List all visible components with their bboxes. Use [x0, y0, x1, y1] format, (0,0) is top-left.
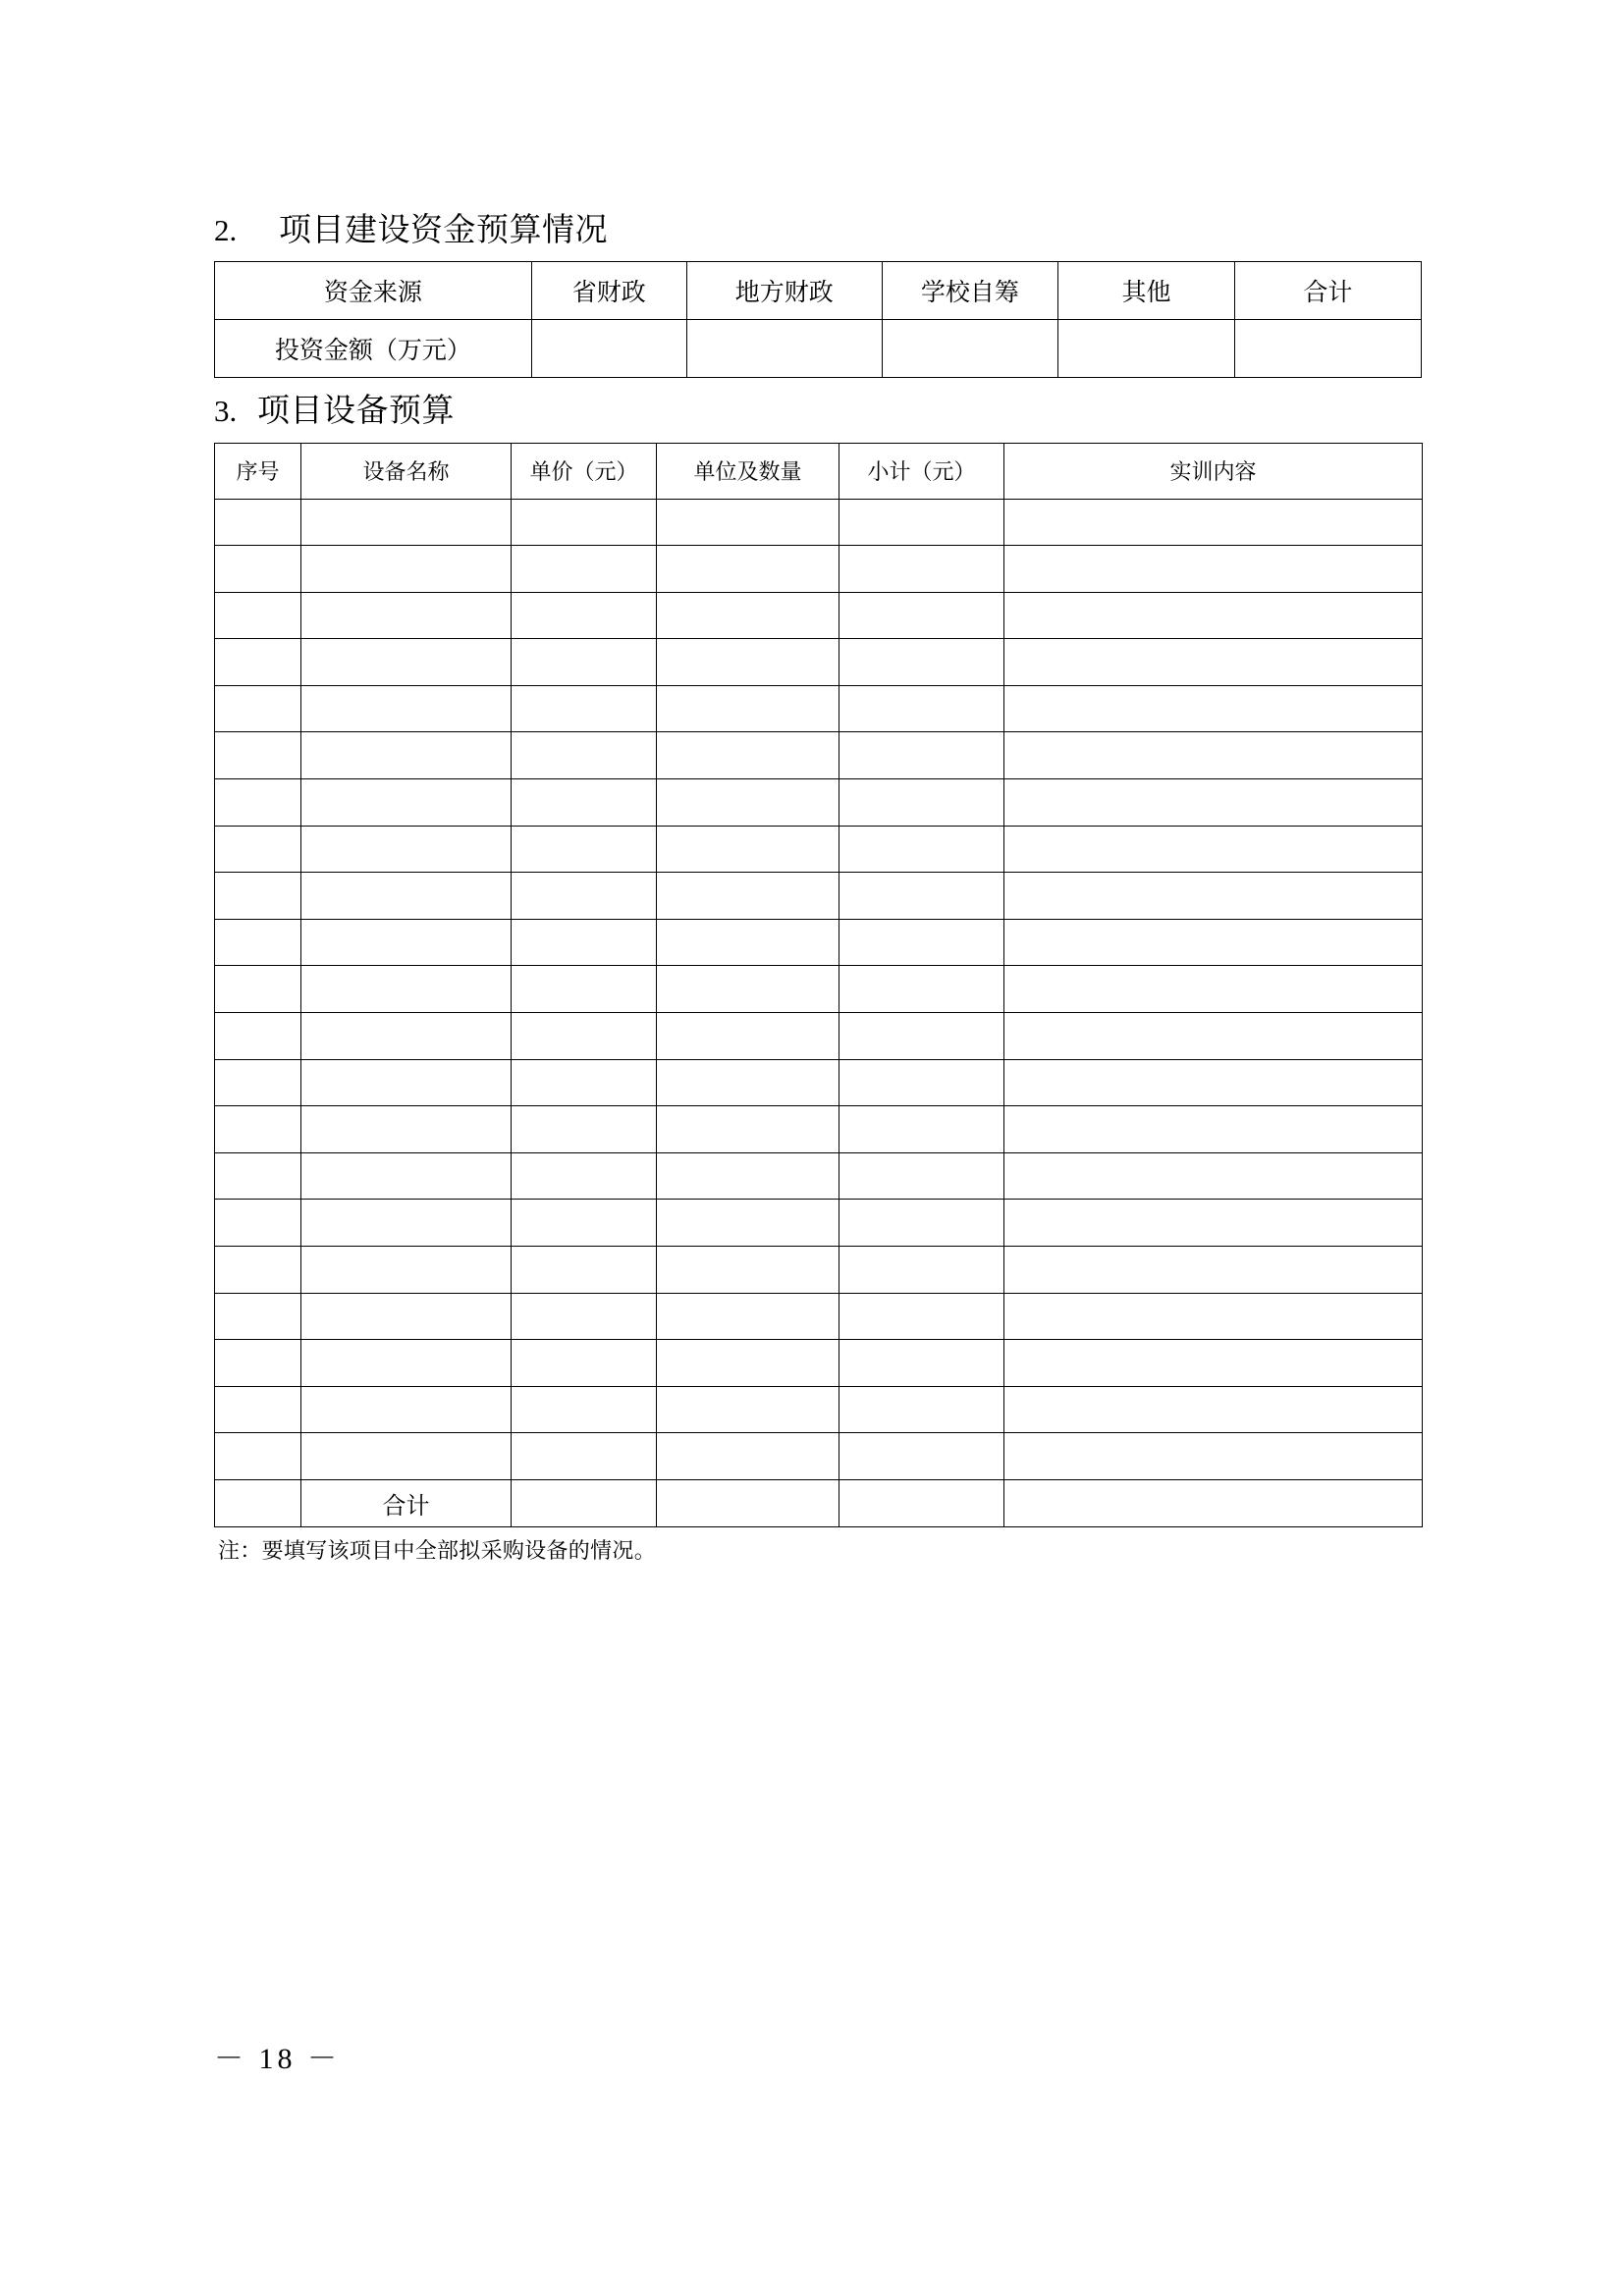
table-row: [215, 1200, 1423, 1247]
table-cell-input[interactable]: [839, 1433, 1004, 1480]
table-cell-input[interactable]: [839, 732, 1004, 779]
table-header-cell: 小计（元）: [839, 443, 1004, 499]
funding-budget-table: [214, 261, 1422, 378]
table-cell-input[interactable]: [657, 592, 839, 639]
table-cell-input[interactable]: [215, 1152, 301, 1200]
table-cell-input[interactable]: [657, 1340, 839, 1387]
table-header-cell: 单价（元）: [512, 443, 657, 499]
table-row: [215, 546, 1423, 593]
table-cell-input[interactable]: [1004, 1293, 1423, 1340]
table-cell-input[interactable]: [301, 966, 512, 1013]
table-cell-input[interactable]: [839, 1293, 1004, 1340]
table-row: [215, 873, 1423, 920]
table-header-cell: 地方财政: [686, 262, 882, 320]
table-row: [215, 732, 1423, 779]
table-cell-input[interactable]: [215, 779, 301, 827]
table-cell-input[interactable]: [839, 919, 1004, 966]
table-cell-input[interactable]: [215, 592, 301, 639]
table-cell-input[interactable]: [1004, 1059, 1423, 1106]
table-cell-input[interactable]: [657, 1386, 839, 1433]
table-cell-input[interactable]: [657, 546, 839, 593]
table-cell-input[interactable]: [215, 966, 301, 1013]
table-cell-input[interactable]: [1004, 1152, 1423, 1200]
table-cell-input[interactable]: [839, 779, 1004, 827]
table-cell-input[interactable]: [512, 1340, 657, 1387]
table-row: [215, 1152, 1423, 1200]
table-cell-input[interactable]: [512, 1152, 657, 1200]
table-cell-input[interactable]: [657, 779, 839, 827]
table-cell-input[interactable]: [686, 320, 882, 378]
table-cell-input[interactable]: [301, 1433, 512, 1480]
table-cell-input[interactable]: [839, 966, 1004, 1013]
table-cell-input[interactable]: [215, 1386, 301, 1433]
table-cell-input[interactable]: [301, 685, 512, 732]
table-cell-input[interactable]: [1004, 592, 1423, 639]
table-row: [215, 919, 1423, 966]
table-header-cell: 省财政: [531, 262, 686, 320]
table-cell-input[interactable]: [512, 592, 657, 639]
table-cell-input[interactable]: [657, 639, 839, 686]
table-cell-input[interactable]: [512, 826, 657, 873]
table-cell-input[interactable]: [531, 320, 686, 378]
table-cell-input[interactable]: [1004, 639, 1423, 686]
table-cell-input[interactable]: [512, 966, 657, 1013]
table-header-cell: 合计: [1234, 262, 1421, 320]
table-header-cell: 序号: [215, 443, 301, 499]
table-cell-input[interactable]: [839, 499, 1004, 546]
table-cell-input[interactable]: [657, 966, 839, 1013]
table-cell-input[interactable]: [512, 1433, 657, 1480]
table-cell-input[interactable]: [1004, 732, 1423, 779]
table-cell-input[interactable]: [301, 732, 512, 779]
table-cell-input[interactable]: [1004, 779, 1423, 827]
table-cell-input[interactable]: [512, 1013, 657, 1060]
table-cell-input[interactable]: [301, 639, 512, 686]
table-cell-input[interactable]: [215, 1247, 301, 1294]
table-header-cell: 学校自筹: [882, 262, 1058, 320]
table-cell-input[interactable]: [301, 779, 512, 827]
table-cell-input[interactable]: [215, 1479, 301, 1526]
table-cell-input[interactable]: [657, 826, 839, 873]
table-cell-input[interactable]: [215, 732, 301, 779]
table-cell-input[interactable]: [657, 873, 839, 920]
table-cell-input[interactable]: [839, 639, 1004, 686]
table-cell-input[interactable]: [1004, 826, 1423, 873]
table-cell-input[interactable]: [215, 1106, 301, 1153]
table-cell-input[interactable]: [215, 499, 301, 546]
table-header-cell: 其他: [1058, 262, 1235, 320]
section-title-funding: 项目建设资金预算情况: [279, 213, 608, 248]
table-cell-input[interactable]: [1004, 1433, 1423, 1480]
table-cell-input[interactable]: [215, 826, 301, 873]
table-cell-input[interactable]: [512, 1479, 657, 1526]
table-header-cell: 资金来源: [215, 262, 532, 320]
table-row: [215, 499, 1423, 546]
table-cell-input[interactable]: [512, 873, 657, 920]
table-cell-input[interactable]: [215, 1433, 301, 1480]
table-cell-input[interactable]: [1234, 320, 1421, 378]
table-row: [215, 779, 1423, 827]
table-cell-input[interactable]: [1004, 966, 1423, 1013]
table-cell-input[interactable]: [839, 685, 1004, 732]
table-cell-input[interactable]: [1004, 873, 1423, 920]
table-cell-input[interactable]: [301, 1013, 512, 1060]
section-number-equipment: 3.: [214, 394, 238, 429]
table-cell-input[interactable]: [1004, 1106, 1423, 1153]
table-cell-input[interactable]: [215, 1340, 301, 1387]
table-cell-input[interactable]: [301, 1200, 512, 1247]
table-cell-input[interactable]: [215, 546, 301, 593]
table-cell-input[interactable]: [512, 685, 657, 732]
section-number-funding: 2.: [214, 213, 238, 247]
table-header-row: [215, 262, 1422, 320]
table-row: [215, 685, 1423, 732]
table-cell-input[interactable]: [839, 546, 1004, 593]
table-cell-input[interactable]: [657, 1433, 839, 1480]
table-note: 注：要填写该项目中全部拟采购设备的情况。: [218, 1537, 657, 1563]
table-cell-input[interactable]: [301, 499, 512, 546]
table-cell-input[interactable]: [301, 873, 512, 920]
table-cell-input[interactable]: [839, 1340, 1004, 1387]
table-cell-input[interactable]: [301, 546, 512, 593]
table-cell-input[interactable]: [512, 1106, 657, 1153]
table-row: [215, 320, 1422, 378]
table-cell-input[interactable]: [301, 1152, 512, 1200]
table-cell-input[interactable]: [1004, 1386, 1423, 1433]
table-cell-input[interactable]: [512, 1247, 657, 1294]
table-cell-input[interactable]: [839, 1200, 1004, 1247]
table-cell-input[interactable]: [512, 732, 657, 779]
table-header-cell: 实训内容: [1004, 443, 1423, 499]
table-row: [215, 592, 1423, 639]
table-cell-input[interactable]: [512, 546, 657, 593]
table-cell-input[interactable]: [215, 639, 301, 686]
table-row: [215, 1059, 1423, 1106]
table-row: [215, 966, 1423, 1013]
table-cell-input[interactable]: [839, 873, 1004, 920]
table-cell-input[interactable]: [301, 1386, 512, 1433]
table-row: [215, 1386, 1423, 1433]
table-cell-input[interactable]: [882, 320, 1058, 378]
table-header-cell: 设备名称: [301, 443, 512, 499]
page-number: － 18 －: [214, 2043, 341, 2075]
table-cell-input[interactable]: [1004, 1200, 1423, 1247]
table-cell-input[interactable]: [1058, 320, 1235, 378]
table-cell-input[interactable]: [657, 685, 839, 732]
table-cell-input[interactable]: [215, 1059, 301, 1106]
table-cell-input[interactable]: [657, 1200, 839, 1247]
table-cell-input[interactable]: [1004, 1340, 1423, 1387]
table-cell-input[interactable]: [657, 919, 839, 966]
table-total-row: [215, 1479, 1423, 1526]
table-cell-input[interactable]: [657, 1106, 839, 1153]
table-cell-input[interactable]: [1004, 1247, 1423, 1294]
table-cell-input[interactable]: [301, 919, 512, 966]
section-heading-funding: [214, 211, 1422, 251]
table-cell-input[interactable]: [657, 1013, 839, 1060]
table-cell-input[interactable]: [512, 499, 657, 546]
table-cell-input[interactable]: [512, 639, 657, 686]
section-heading-equipment: [214, 392, 1422, 432]
table-cell-input[interactable]: [512, 1293, 657, 1340]
table-cell-input[interactable]: [657, 1059, 839, 1106]
table-row: [215, 1340, 1423, 1387]
table-cell-input[interactable]: [512, 1059, 657, 1106]
table-row: [215, 1013, 1423, 1060]
table-cell-input[interactable]: [839, 1013, 1004, 1060]
table-cell-input[interactable]: [512, 1386, 657, 1433]
table-cell-input[interactable]: [215, 685, 301, 732]
total-label: 合计: [301, 1479, 512, 1526]
table-cell-input[interactable]: [1004, 546, 1423, 593]
table-cell-input[interactable]: [1004, 919, 1423, 966]
table-cell-input[interactable]: [301, 1247, 512, 1294]
table-cell-input[interactable]: [301, 826, 512, 873]
table-cell-input[interactable]: [512, 1200, 657, 1247]
table-cell-input[interactable]: [839, 1386, 1004, 1433]
table-cell-input[interactable]: [512, 779, 657, 827]
table-cell-input[interactable]: [1004, 499, 1423, 546]
table-row: [215, 639, 1423, 686]
table-cell-input[interactable]: [657, 499, 839, 546]
table-cell-input[interactable]: [657, 1152, 839, 1200]
table-cell-input[interactable]: [1004, 1013, 1423, 1060]
table-row: [215, 1247, 1423, 1294]
table-cell-input[interactable]: [1004, 685, 1423, 732]
table-cell-input[interactable]: [839, 1059, 1004, 1106]
table-cell-input[interactable]: [301, 1059, 512, 1106]
table-cell-input[interactable]: [301, 1293, 512, 1340]
table-header-row: [215, 443, 1423, 499]
table-row: [215, 1106, 1423, 1153]
table-cell-input[interactable]: [657, 1247, 839, 1294]
table-cell-input[interactable]: [1004, 1479, 1423, 1526]
equipment-budget-table: [214, 443, 1423, 1527]
table-cell-input[interactable]: [839, 1106, 1004, 1153]
table-cell-input[interactable]: [215, 1293, 301, 1340]
table-row: [215, 1433, 1423, 1480]
table-cell-input[interactable]: [839, 592, 1004, 639]
table-cell-input[interactable]: [839, 826, 1004, 873]
table-cell-input[interactable]: [839, 1152, 1004, 1200]
table-header-cell: 单位及数量: [657, 443, 839, 499]
table-cell-input[interactable]: [215, 873, 301, 920]
document-content: [214, 211, 1422, 1565]
table-cell-input[interactable]: [301, 592, 512, 639]
table-cell-input[interactable]: [512, 919, 657, 966]
table-row: [215, 1293, 1423, 1340]
table-cell-input[interactable]: [215, 919, 301, 966]
table-cell-input[interactable]: [657, 732, 839, 779]
table-cell-input[interactable]: [215, 1013, 301, 1060]
table-cell-input[interactable]: [301, 1340, 512, 1387]
table-cell-input[interactable]: [657, 1479, 839, 1526]
table-cell-input[interactable]: [657, 1293, 839, 1340]
table-cell-input[interactable]: [301, 1106, 512, 1153]
row-label-investment-amount: 投资金额（万元）: [215, 320, 532, 378]
table-cell-input[interactable]: [215, 1200, 301, 1247]
table-row: [215, 826, 1423, 873]
section-title-equipment: 项目设备预算: [257, 394, 455, 430]
table-cell-input[interactable]: [839, 1479, 1004, 1526]
table-cell-input[interactable]: [839, 1247, 1004, 1294]
